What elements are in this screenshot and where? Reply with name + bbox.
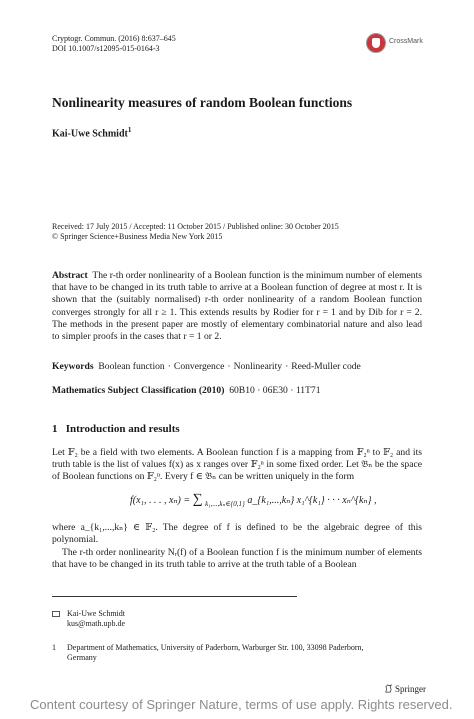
keyword-item: Reed-Muller code	[291, 361, 361, 372]
intro-paragraph-1: Let 𝔽₂ be a field with two elements. A Boolean function f is a mapping from 𝔽₂ⁿ to 𝔽₂ and its truth table is the list of values f(x) as x ranges over 𝔽₂ⁿ in some fixed order. Let 𝔅ₙ be the space of Boolean functions on 𝔽₂ⁿ. Every f ∈ 𝔅ₙ can be written uniquely in the form	[52, 447, 422, 483]
doi-line: DOI 10.1007/s12095-015-0164-3	[52, 44, 160, 53]
journal-header	[52, 34, 176, 54]
courtesy-watermark: Content courtesy of Springer Nature, terms of use apply. Rights reserved.	[30, 697, 453, 712]
author-line	[52, 126, 131, 139]
msc-codes: 60B10 · 06E30 · 11T71	[229, 385, 321, 396]
intro-paragraph-2: where a_{k₁,...,kₙ} ∈ 𝔽₂. The degree of f is defined to be the algebraic degree of this polynomial.	[52, 522, 422, 546]
affiliation-footnote	[67, 643, 427, 663]
abstract	[52, 270, 422, 343]
intro-paragraph-3: The r-th order nonlinearity Nᵣ(f) of a Boolean function f is the minimum number of elements that have to be changed in its truth table to arrive at the truth table of a Boolean	[52, 547, 422, 571]
journal-citation: Cryptogr. Commun. (2016) 8:637–645	[52, 34, 176, 43]
publisher-mark	[384, 684, 426, 694]
keywords: Keywords Boolean function · Convergence · Nonlinearity · Reed-Muller code	[52, 361, 361, 372]
formula-lhs: f(x₁, . . . , xₙ) =	[130, 495, 191, 506]
abstract-text: The r-th order nonlinearity of a Boolean function is the minimum number of elements that have to be changed in its truth table to arrive at a Boolean function of degree at most r. It is shown that the (suitably normalised) r-th order nonlinearity of a random Boolean function converges strongly for all r ≥ 1. This extends results by Rodier for r = 1 and by Dib for r = 2. The methods in the present paper are mostly of elementary combinatorial nature and also lead to simpler proofs in the cases that r = 1 or 2.	[52, 270, 423, 343]
footnote-author-name: Kai-Uwe Schmidt	[67, 609, 125, 618]
copyright-line: © Springer Science+Business Media New York 2015	[52, 232, 223, 241]
affiliation-number: 1	[52, 643, 56, 652]
corresponding-author	[67, 609, 125, 629]
affiliation-line-1: Department of Mathematics, University of Paderborn, Warburger Str. 100, 33098 Paderborn,	[67, 643, 364, 652]
msc-label: Mathematics Subject Classification (2010)	[52, 385, 225, 396]
section-title: Introduction and results	[65, 423, 180, 435]
envelope-icon	[52, 611, 60, 617]
crossmark-icon	[366, 33, 386, 53]
crossmark-badge[interactable]	[366, 33, 428, 53]
keywords-label: Keywords	[52, 361, 94, 372]
keyword-item: Convergence	[173, 361, 225, 372]
section-heading	[52, 423, 180, 435]
crossmark-label: CrossMark	[389, 38, 423, 45]
formula-rhs: a_{k₁,...,kₙ} x₁^{k₁} · · · xₙ^{kₙ} ,	[247, 495, 377, 506]
dates-line: Received: 17 July 2015 / Accepted: 11 October 2015 / Published online: 30 October 2015	[52, 222, 339, 231]
footnote-rule	[52, 596, 297, 597]
paper-title: Nonlinearity measures of random Boolean functions	[52, 95, 353, 110]
abstract-label: Abstract	[52, 270, 88, 281]
springer-horse-icon	[384, 684, 393, 693]
footnote-author-email[interactable]: kus@math.upb.de	[67, 619, 126, 628]
formula-sum-index: k₁,...,kₙ∈{0,1}	[205, 500, 245, 508]
formula-sum-sign: ∑	[192, 492, 203, 507]
affiliation-line-2: Germany	[67, 653, 97, 662]
author-name: Kai-Uwe Schmidt	[52, 128, 128, 140]
keyword-item: Nonlinearity	[233, 361, 283, 372]
polynomial-formula	[130, 492, 377, 508]
section-number: 1	[52, 423, 58, 435]
msc-line	[52, 385, 422, 397]
keyword-item: Boolean function	[98, 361, 165, 372]
author-affiliation-mark: 1	[127, 126, 132, 134]
publisher-name: Springer	[395, 684, 426, 694]
article-history	[52, 222, 339, 242]
